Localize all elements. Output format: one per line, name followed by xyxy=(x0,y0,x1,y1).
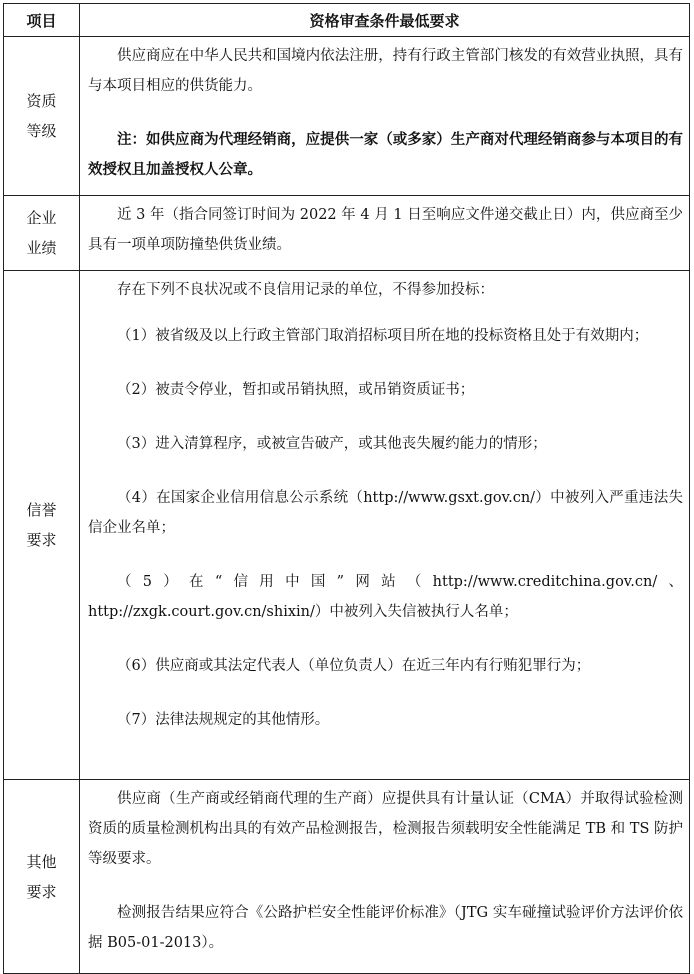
list-item: （6）供应商或其法定代表人（单位负责人）在近三年内有行贿犯罪行为； xyxy=(117,658,591,674)
table-row xyxy=(4,196,690,271)
header-requirement: 资格审查条件最低要求 xyxy=(80,4,690,37)
list-item: （4）在国家企业信用信息公示系统（http://www.gsxt.gov.cn/）中被列入严重违法失信企业名单； xyxy=(88,490,683,536)
table-header-row xyxy=(4,4,690,37)
paragraph: 供应商（生产商或经销商代理的生产商）应提供具有计量认证（CMA）并取得试验检测资质的质量检测机构出具的有效产品检测报告，检测报告须载明安全性能满足 TB 和 TS 防护等级要求。 xyxy=(88,791,683,867)
paragraph: 近 3 年（指合同签订时间为 2022 年 4 月 1 日至响应文件递交截止日）内，供应商至少具有一项单项防撞垫供货业绩。 xyxy=(88,207,683,253)
note-paragraph: 注：如供应商为代理经销商，应提供一家（或多家）生产商对代理经销商参与本项目的有效授权且加盖授权人公章。 xyxy=(88,131,683,178)
paragraph: 检测报告结果应符合《公路护栏安全性能评价标准》（JTG 实车碰撞试验评价方法评价依据 B05-01-2013）。 xyxy=(88,905,683,951)
row-label-performance: 企业 业绩 xyxy=(4,196,80,271)
row-content-credibility xyxy=(80,271,690,780)
table-row xyxy=(4,780,690,974)
table-row xyxy=(4,37,690,196)
row-content-qualification xyxy=(80,37,690,196)
row-content-performance xyxy=(80,196,690,271)
list-item: （5）在“信用中国”网站（http://www.creditchina.gov.cn/、http://zxgk.court.gov.cn/shixin/）中被列入失信被执行人名单； xyxy=(88,574,683,620)
list-item: （1）被省级及以上行政主管部门取消招标项目所在地的投标资格且处于有效期内； xyxy=(117,328,649,344)
header-item: 项目 xyxy=(4,4,80,37)
row-label-credibility: 信誉 要求 xyxy=(4,271,80,780)
list-item: （3）进入清算程序，或被宣告破产，或其他丧失履约能力的情形； xyxy=(117,436,547,452)
list-item: （2）被责令停业，暂扣或吊销执照，或吊销资质证书； xyxy=(117,382,475,398)
list-item: （7）法律法规规定的其他情形。 xyxy=(117,712,330,728)
table-row xyxy=(4,271,690,780)
qualification-table xyxy=(3,3,690,974)
row-label-other: 其他 要求 xyxy=(4,780,80,974)
row-content-other xyxy=(80,780,690,974)
paragraph: 供应商应在中华人民共和国境内依法注册，持有行政主管部门核发的有效营业执照，具有与本项目相应的供货能力。 xyxy=(88,48,683,94)
row-label-qualification: 资质 等级 xyxy=(4,37,80,196)
intro-paragraph: 存在下列不良状况或不良信用记录的单位，不得参加投标： xyxy=(117,282,494,298)
